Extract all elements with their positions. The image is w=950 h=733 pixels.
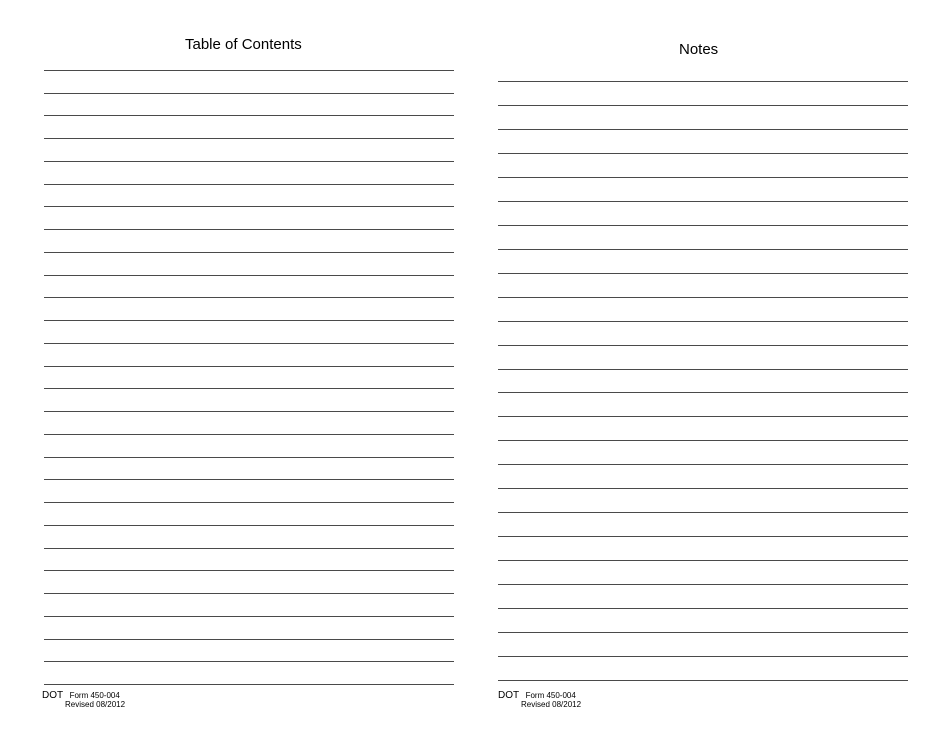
notes-rule-line <box>498 369 908 370</box>
notes-rule-line <box>498 536 908 537</box>
notes-form-footer <box>498 689 581 709</box>
notes-rule-line <box>498 129 908 130</box>
notes-rule-line <box>498 105 908 106</box>
toc-rule-line <box>44 639 454 640</box>
toc-rule-line <box>44 388 454 389</box>
notes-rule-line <box>498 584 908 585</box>
toc-rule-line <box>44 297 454 298</box>
toc-rule-line <box>44 616 454 617</box>
notes-rule-line <box>498 680 908 681</box>
toc-rule-line <box>44 411 454 412</box>
notes-rule-line <box>498 177 908 178</box>
notes-rule-line <box>498 81 908 82</box>
toc-rule-line <box>44 502 454 503</box>
notes-rule-line <box>498 560 908 561</box>
notes-rule-line <box>498 440 908 441</box>
toc-rule-line <box>44 93 454 94</box>
toc-rule-line <box>44 161 454 162</box>
notes-panel <box>475 0 950 733</box>
toc-rule-line <box>44 525 454 526</box>
notes-ruled-lines <box>498 0 908 733</box>
toc-rule-line <box>44 70 454 71</box>
notes-rule-line <box>498 656 908 657</box>
toc-rule-line <box>44 479 454 480</box>
toc-rule-line <box>44 138 454 139</box>
notes-rule-line <box>498 249 908 250</box>
toc-rule-line <box>44 661 454 662</box>
toc-rule-line <box>44 252 454 253</box>
notes-rule-line <box>498 201 908 202</box>
toc-rule-line <box>44 184 454 185</box>
notes-rule-line <box>498 225 908 226</box>
notes-form-revised: Revised 08/2012 <box>521 700 582 709</box>
notes-rule-line <box>498 153 908 154</box>
notes-rule-line <box>498 608 908 609</box>
toc-rule-line <box>44 457 454 458</box>
notes-form-number: Form 450-004 <box>525 691 576 700</box>
notes-rule-line <box>498 321 908 322</box>
toc-rule-line <box>44 570 454 571</box>
notes-rule-line <box>498 297 908 298</box>
toc-rule-line <box>44 229 454 230</box>
toc-rule-line <box>44 593 454 594</box>
notes-rule-line <box>498 488 908 489</box>
notes-rule-line <box>498 273 908 274</box>
toc-rule-line <box>44 320 454 321</box>
toc-form-agency: DOT <box>42 690 64 701</box>
notes-rule-line <box>498 464 908 465</box>
toc-rule-line <box>44 366 454 367</box>
notes-rule-line <box>498 416 908 417</box>
notes-form-agency: DOT <box>498 690 520 701</box>
notes-rule-line <box>498 345 908 346</box>
toc-ruled-lines <box>44 0 454 733</box>
notes-rule-line <box>498 632 908 633</box>
toc-form-revised: Revised 08/2012 <box>65 700 126 709</box>
notes-title: Notes <box>679 41 719 58</box>
toc-title: Table of Contents <box>185 36 302 53</box>
toc-rule-line <box>44 684 454 685</box>
toc-rule-line <box>44 343 454 344</box>
toc-form-number: Form 450-004 <box>69 691 120 700</box>
toc-rule-line <box>44 275 454 276</box>
toc-form-footer <box>42 689 125 709</box>
notes-rule-line <box>498 512 908 513</box>
toc-rule-line <box>44 434 454 435</box>
toc-rule-line <box>44 206 454 207</box>
toc-rule-line <box>44 548 454 549</box>
notes-rule-line <box>498 392 908 393</box>
toc-rule-line <box>44 115 454 116</box>
